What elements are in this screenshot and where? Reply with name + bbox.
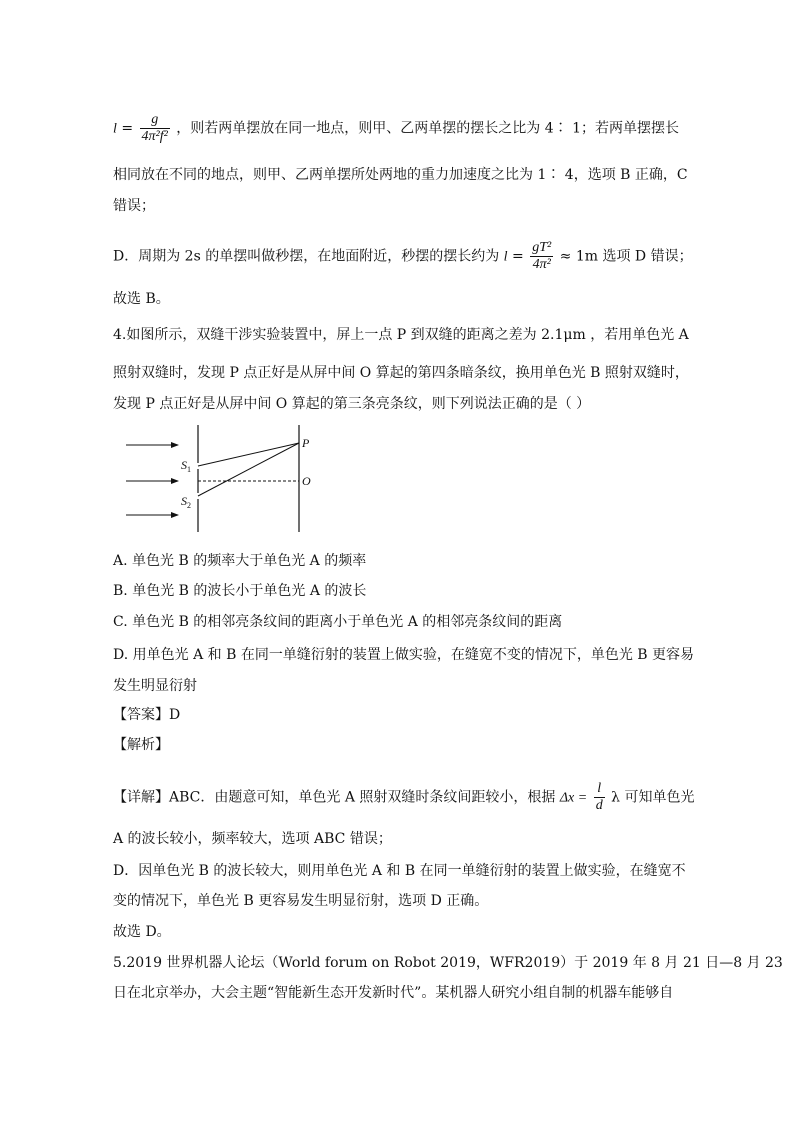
q5-line-2: 日在北京举办，大会主题“智能新生态开发新时代”。某机器人研究小组自制的机器车能够自 — [113, 985, 674, 1001]
label-p: P — [302, 436, 310, 450]
formula-numerator-2: gT² — [532, 240, 552, 255]
detail-tag: 【详解】 — [113, 789, 169, 806]
q3-line-1: l = $\frac{g}{\text{4π²f²}}$ ，则若两单摆放在同一地点，则甲、乙两单摆的摆长之比为 4∶ 1；若两单摆摆长 — [113, 112, 680, 144]
detail-formula-numerator: l — [594, 781, 605, 798]
double-slit-diagram — [118, 425, 328, 535]
q3-conclusion: 故选 B。 — [113, 291, 170, 307]
ray-s1-p — [198, 443, 299, 466]
q4-option-d: D. 用单色光 A 和 B 在同一单缝衍射的装置上做实验，在缝宽不变的情况下，单色光 B 更容易 — [113, 647, 695, 663]
formula-numerator: g — [140, 112, 170, 129]
q3-line-4-text-b: ≈ 1m 选项 D 错误； — [559, 248, 693, 265]
q4-option-b: B. 单色光 B 的波长小于单色光 A 的波长 — [113, 583, 367, 599]
q3-line-4-text-a: D．周期为 2s 的单摆叫做秒摆，在地面附近，秒摆的摆长约为 — [113, 248, 500, 265]
q3-line-3: 错误； — [113, 198, 155, 214]
q3-line-1-text: ，则若两单摆放在同一地点，则甲、乙两单摆的摆长之比为 4∶ 1；若两单摆摆长 — [176, 120, 680, 137]
formula-denominator-2: 4π² — [532, 257, 551, 272]
formula-fraction — [140, 112, 170, 145]
detail-formula-fraction — [594, 781, 605, 814]
detail-formula-rhs: λ 可知单色光 — [611, 789, 695, 806]
formula-denominator: 4π²f² — [141, 129, 168, 144]
answer-value: D — [169, 707, 181, 723]
q3-line-4: D．周期为 2s 的单摆叫做秒摆，在地面附近，秒摆的摆长约为 l = $\frac{\text{gT²}}{\text{4π²}}$ ≈ 1m 选项 D 错误； — [113, 240, 693, 272]
formula-l2: l — [503, 249, 508, 265]
q4-detail-line-3: D．因单色光 B 的波长较大，则用单色光 A 和 B 在同一单缝衍射的装置上做实验，在缝宽不 — [113, 863, 686, 879]
q4-answer — [113, 705, 180, 725]
q4-option-c: C. 单色光 B 的相邻亮条纹间的距离小于单色光 A 的相邻亮条纹间的距离 — [113, 614, 563, 630]
label-o: O — [302, 474, 311, 488]
detail-formula-denominator: d — [595, 798, 603, 813]
q4-detail-line-1 — [113, 781, 694, 814]
q4-stem-line-1: 4.如图所示，双缝干涉实验装置中，屏上一点 P 到双缝的距离之差为 2.1μm ，若用单色光 A — [113, 327, 689, 343]
detail-formula-lhs: Δx = — [559, 790, 588, 806]
q4-analysis-tag: 【解析】 — [113, 737, 169, 753]
q5-line-1: 5.2019 世界机器人论坛（World forum on Robot 2019，WFR2019）于 2019 年 8 月 21 日—8 月 23 — [113, 955, 783, 971]
detail-line-1-text: ABC．由题意可知，单色光 A 照射双缝时条纹间距较小，根据 — [169, 789, 556, 806]
q4-detail-line-2: A 的波长较小，频率较大，选项 ABC 错误； — [113, 831, 392, 847]
formula-l: l — [113, 121, 117, 137]
q4-option-d-cont: 发生明显衍射 — [113, 678, 197, 694]
q4-option-a: A. 单色光 B 的频率大于单色光 A 的频率 — [113, 553, 367, 569]
label-s1: $S_1$ — [181, 458, 191, 474]
q4-stem-line-2: 照射双缝时，发现 P 点正好是从屏中间 O 算起的第四条暗条纹，换用单色光 B 照射双缝时， — [113, 365, 689, 381]
ray-s2-p — [198, 443, 299, 496]
q4-stem-line-3: 发现 P 点正好是从屏中间 O 算起的第三条亮条纹，则下列说法正确的是（ ） — [113, 396, 591, 412]
q3-line-2: 相同放在不同的地点，则甲、乙两单摆所处两地的重力加速度之比为 1∶ 4，选项 B 正确，C — [113, 167, 688, 183]
label-s2: $S_2$ — [181, 494, 191, 510]
q4-detail-line-4: 变的情况下，单色光 B 更容易发生明显衍射，选项 D 正确。 — [113, 893, 489, 909]
q4-conclusion: 故选 D。 — [113, 924, 171, 940]
formula-fraction-2 — [530, 240, 553, 273]
answer-tag: 【答案】 — [113, 707, 169, 723]
